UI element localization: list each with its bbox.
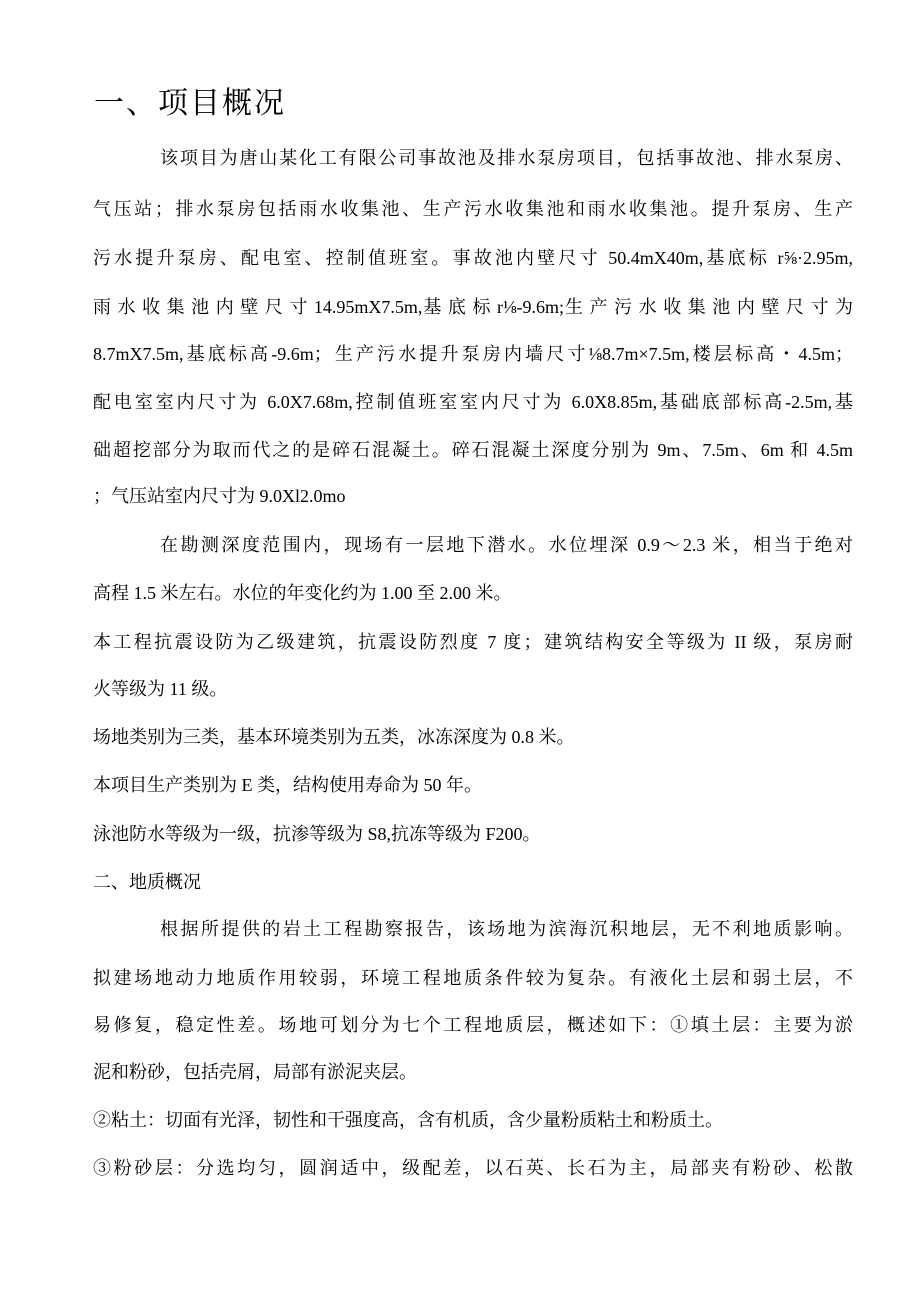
paragraph-line: 场地类别为三类，基本环境类别为五类，冰冻深度为 0.8 米。 [93,727,575,747]
paragraph-line: 本项目生产类别为 E 类，结构使用寿命为 50 年。 [93,775,482,795]
paragraph-line: 配电室室内尺寸为 6.0X7.68m,控制值班室室内尺寸为 6.0X8.85m,基础底部标高-2.5m,基 [93,392,853,412]
paragraph-line: 泥和粉砂，包括壳屑，局部有淤泥夹层。 [93,1062,417,1082]
paragraph-line: ②粘土：切面有光泽，韧性和干强度高，含有机质，含少量粉质粘土和粉质土。 [93,1110,723,1130]
paragraph-line: ；气压站室内尺寸为 9.0Xl2.0mo [93,486,346,506]
paragraph-line: 污水提升泵房、配电室、控制值班室。事故池内壁尺寸 50.4mX40m,基底标 r⅝·2.95m, [93,248,853,268]
paragraph-line: 8.7mX7.5m,基底标高-9.6m；生产污水提升泵房内墙尺寸⅛8.7m×7.5m,楼层标高・4.5m； [93,344,853,364]
paragraph-line: ③粉砂层：分选均匀，圆润适中，级配差，以石英、长石为主，局部夹有粉砂、松散 [93,1158,853,1178]
paragraph-line: 拟建场地动力地质作用较弱，环境工程地质条件较为复杂。有液化土层和弱土层，不 [93,968,853,988]
paragraph-line: 气压站；排水泵房包括雨水收集池、生产污水收集池和雨水收集池。提升泵房、生产 [93,199,853,219]
paragraph-line: 该项目为唐山某化工有限公司事故池及排水泵房项目，包括事故池、排水泵房、 [160,148,853,168]
paragraph-line: 泳池防水等级为一级，抗渗等级为 S8,抗冻等级为 F200。 [93,824,541,844]
paragraph-line: 根据所提供的岩土工程勘察报告，该场地为滨海沉积地层，无不利地质影响。 [160,919,853,939]
section-heading-geology-overview: 二、地质概况 [93,872,201,892]
paragraph-line: 雨 水 收 集 池 内 壁 尺 寸 14.95mX7.5m,基 底 标 r⅛-9.6m;生 产 污 水 收 集 池 内 壁 尺 寸 为 [93,297,853,317]
paragraph-line: 本工程抗震设防为乙级建筑，抗震设防烈度 7 度；建筑结构安全等级为 II 级，泵房耐 [93,632,853,652]
paragraph-line: 火等级为 11 级。 [93,679,228,699]
paragraph-line: 高程 1.5 米左右。水位的年变化约为 1.00 至 2.00 米。 [93,583,512,603]
paragraph-line: 在勘测深度范围内，现场有一层地下潜水。水位埋深 0.9～2.3 米，相当于绝对 [160,535,853,555]
paragraph-line: 易修复，稳定性差。场地可划分为七个工程地质层，概述如下：①填土层：主要为淤 [93,1015,853,1035]
section-heading-project-overview: 一、项目概况 [94,87,286,120]
paragraph-line: 础超挖部分为取而代之的是碎石混凝土。碎石混凝土深度分别为 9m、7.5m、6m 和 4.5m [93,440,853,460]
